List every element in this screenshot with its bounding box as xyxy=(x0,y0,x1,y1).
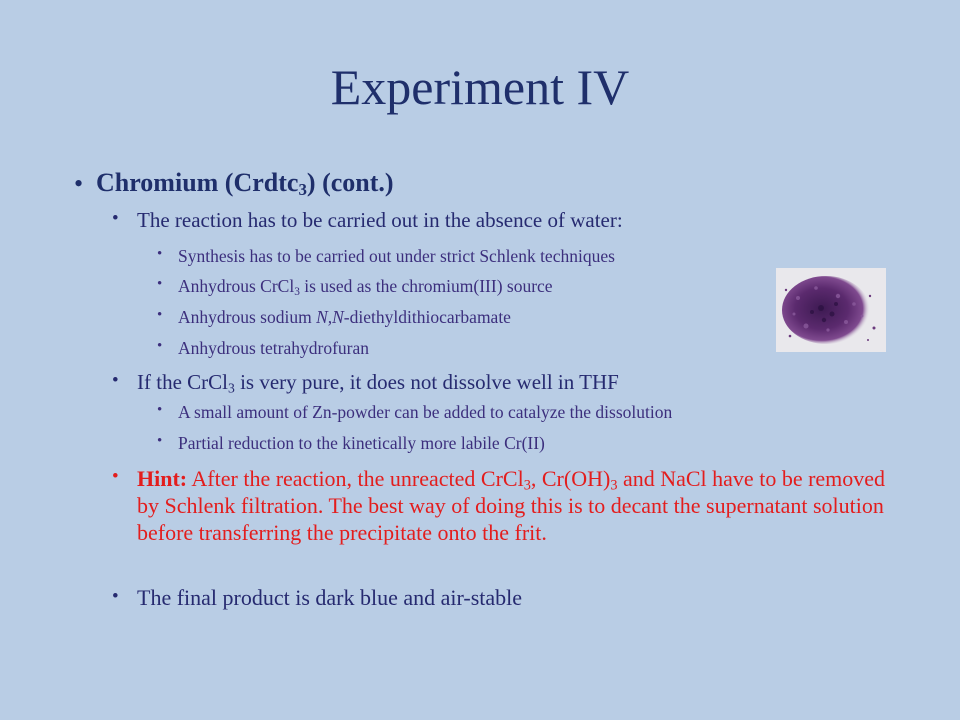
powder-illustration xyxy=(776,268,886,352)
item-text: The reaction has to be carried out in the absence of water: xyxy=(137,208,623,232)
crcl3-powder-image xyxy=(776,268,886,352)
bullet-icon: • xyxy=(157,246,163,262)
bullet-icon: • xyxy=(112,466,119,487)
item-text: Anhydrous sodium N,N-diethyldithiocarbamate xyxy=(178,307,511,327)
hint-text: Hint: After the reaction, the unreacted CrCl$_3$, $Cr(OH)_3$ and NaCl have to be removed by Schlenk filtration. The best way of doing this is to decant the supernatant solution before transferring the precipitate onto the frit. xyxy=(137,466,886,545)
item-text: Synthesis has to be carried out under strict Schlenk techniques xyxy=(178,246,615,266)
bullet-icon: • xyxy=(112,208,119,229)
bullet-icon: • xyxy=(74,169,84,198)
item-text: Partial reduction to the kinetically more labile Cr(II) xyxy=(178,433,545,453)
item-text: Anhydrous tetrahydrofuran xyxy=(178,338,369,358)
bullet-icon: • xyxy=(157,402,163,418)
bullet-icon: • xyxy=(112,370,119,391)
bullet-icon: • xyxy=(157,433,163,449)
bullet-icon: • xyxy=(112,586,119,607)
item-text: If the CrCl$_3$ is very pure, it does not dissolve well in THF xyxy=(137,370,619,396)
bullet-icon: • xyxy=(157,338,163,354)
bullet-icon: • xyxy=(157,307,163,323)
item-text: A small amount of Zn-powder can be added to catalyze the dissolution xyxy=(178,402,673,422)
bullet-icon: • xyxy=(157,276,163,292)
slide-title: Experiment IV xyxy=(330,59,630,115)
heading-text: Chromium (Crdtc$_3$) (cont.) xyxy=(96,168,394,200)
item-text: The final product is dark blue and air-stable xyxy=(137,585,523,610)
item-text: Anhydrous CrCl$_3$ is used as the chromium(III) source xyxy=(178,276,553,298)
